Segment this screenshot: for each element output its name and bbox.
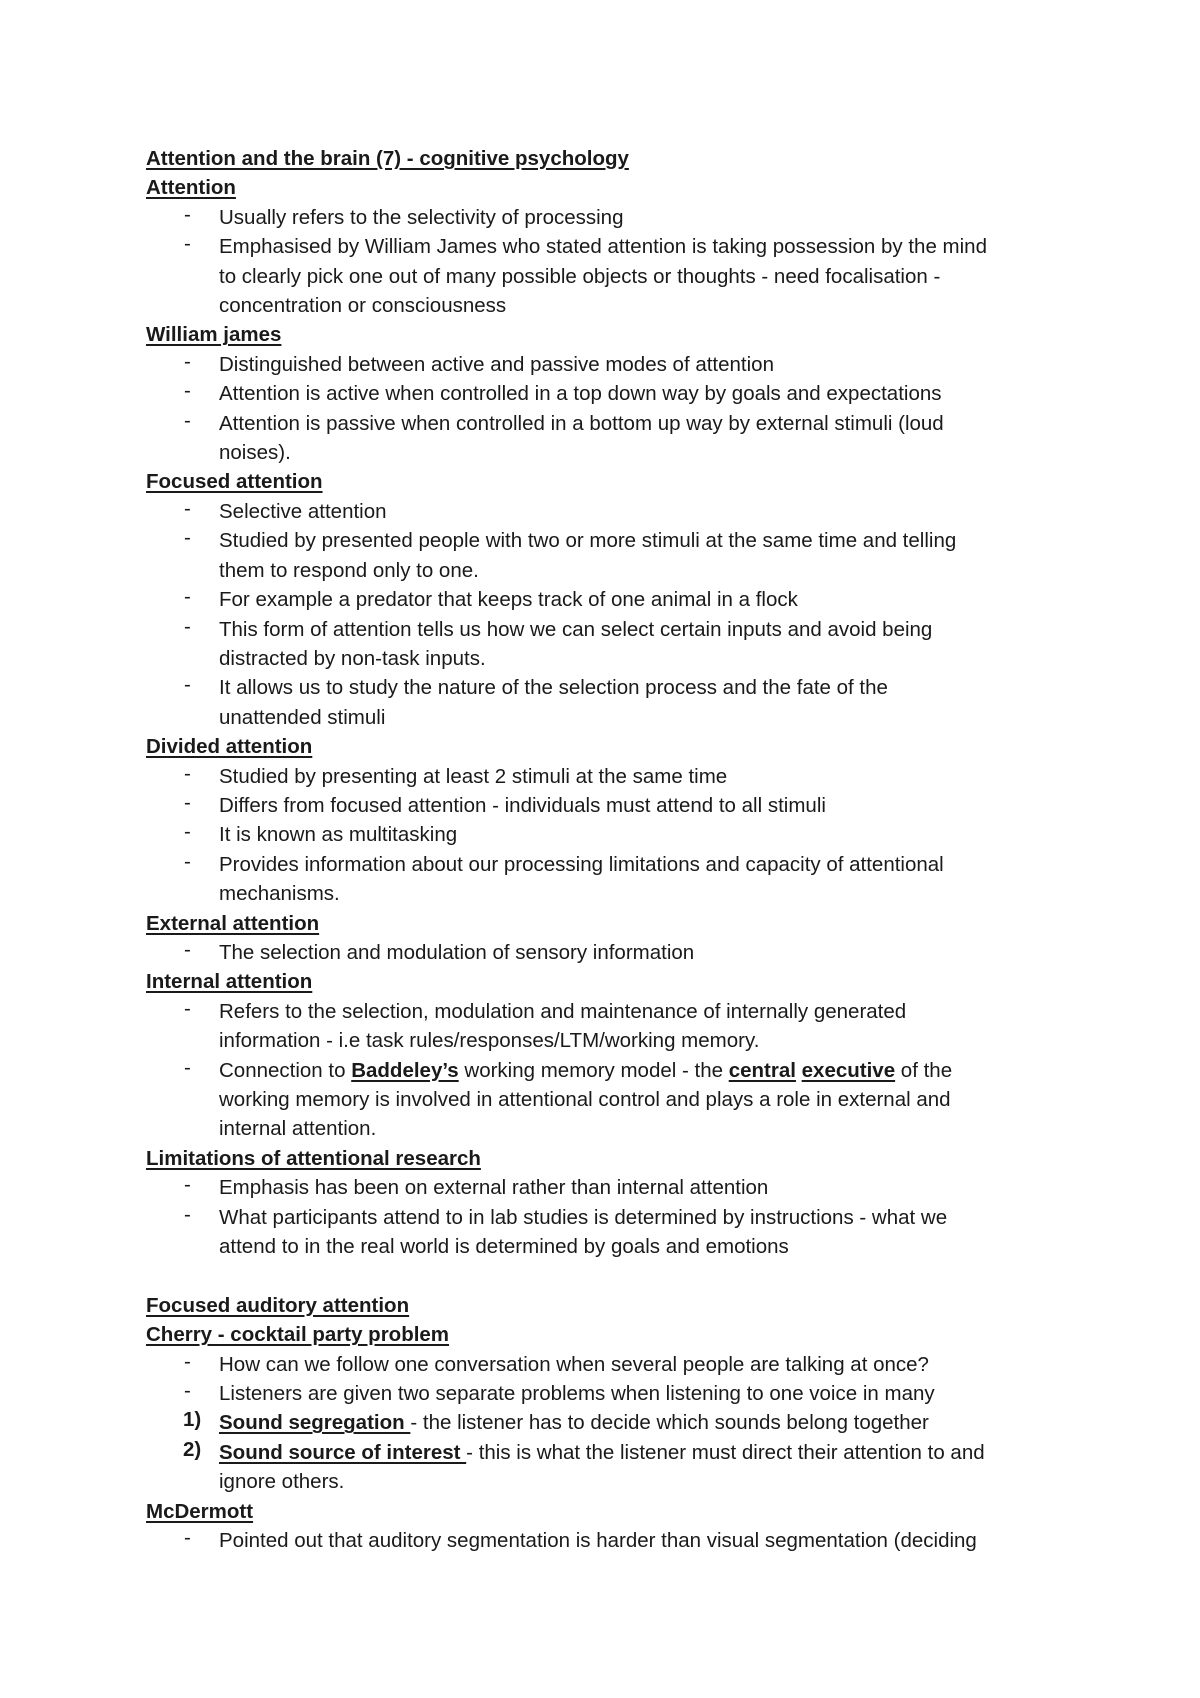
emphasis-term: Baddeley’s: [351, 1058, 459, 1082]
bullet-item: [146, 997, 1086, 1056]
bullet-marker: -: [184, 349, 191, 373]
heading-text: External attention: [146, 911, 320, 935]
bullet-item: [146, 820, 1086, 849]
item-number: 1): [183, 1408, 202, 1432]
bullet-marker: -: [184, 761, 191, 785]
heading-text: Focused attention: [146, 470, 323, 494]
bullet-marker: -: [184, 496, 191, 520]
item-line: Selective attention: [219, 499, 387, 523]
emphasis-term: central: [728, 1058, 796, 1082]
text-run: Connection to: [219, 1058, 352, 1082]
bullet-marker: -: [184, 1202, 191, 1226]
emphasis-term: executive: [801, 1058, 896, 1082]
bullet-item: [146, 409, 1086, 468]
item-line: Emphasised by William James who stated attention is taking possession by the mind: [219, 235, 987, 259]
numbered-item: [146, 1438, 1086, 1497]
section-heading: [146, 909, 1086, 938]
bullet-marker: -: [184, 614, 191, 638]
bullet-marker: -: [184, 408, 191, 432]
bullet-item: [146, 1173, 1086, 1202]
bullet-item: [146, 1203, 1086, 1262]
item-line: Pointed out that auditory segmentation is harder than visual segmentation (deciding: [219, 1529, 977, 1553]
heading-text: Attention: [146, 176, 236, 200]
item-line: concentration or consciousness: [219, 294, 507, 318]
bullet-item: [146, 1350, 1086, 1379]
bullet-item: [146, 203, 1086, 232]
blank-line: [146, 1261, 1086, 1290]
item-line: Emphasis has been on external rather than internal attention: [219, 1176, 769, 1200]
item-line: [219, 1438, 1086, 1467]
bullet-item: [146, 350, 1086, 379]
item-line: Provides information about our processing limitations and capacity of attentional: [219, 852, 944, 876]
bullet-marker: -: [184, 996, 191, 1020]
item-line: Distinguished between active and passive modes of attention: [219, 352, 774, 376]
section-heading: [146, 732, 1086, 761]
item-line: [219, 1467, 1086, 1496]
bullet-marker: -: [184, 202, 191, 226]
section-heading: [146, 173, 1086, 202]
bullet-marker: -: [184, 937, 191, 961]
bullet-item: [146, 762, 1086, 791]
bullet-marker: -: [184, 232, 191, 256]
bullet-item: [146, 1526, 1086, 1555]
item-line: How can we follow one conversation when several people are talking at once?: [219, 1352, 929, 1376]
item-line: Refers to the selection, modulation and maintenance of internally generated: [219, 999, 907, 1023]
section-heading: [146, 1291, 1086, 1320]
item-line: Usually refers to the selectivity of processing: [219, 205, 624, 229]
bullet-marker: -: [184, 1379, 191, 1403]
bullet-item: [146, 1379, 1086, 1408]
item-line: The selection and modulation of sensory information: [219, 940, 695, 964]
bullet-item: [146, 379, 1086, 408]
numbered-item: [146, 1408, 1086, 1437]
item-line: Listeners are given two separate problems when listening to one voice in many: [219, 1382, 935, 1406]
item-line: Differs from focused attention - individuals must attend to all stimuli: [219, 793, 826, 817]
item-number: 2): [183, 1437, 202, 1461]
item-line: [219, 1114, 1086, 1143]
item-line: [219, 1408, 1086, 1437]
bullet-item: [146, 585, 1086, 614]
section-heading: [146, 144, 1086, 173]
item-line: noises).: [219, 441, 291, 465]
text-run: internal attention.: [219, 1117, 377, 1141]
heading-text: Divided attention: [146, 735, 313, 759]
heading-text: Internal attention: [146, 970, 313, 994]
item-line: It allows us to study the nature of the selection process and the fate of the: [219, 676, 888, 700]
text-run: working memory is involved in attentional control and plays a role in external and: [219, 1088, 951, 1111]
bullet-marker: -: [184, 1349, 191, 1373]
section-heading: [146, 1144, 1086, 1173]
item-line: [219, 1085, 1086, 1114]
bullet-marker: -: [184, 379, 191, 403]
heading-text: Cherry - cocktail party problem: [146, 1323, 450, 1347]
item-line: What participants attend to in lab studies is determined by instructions - what we: [219, 1205, 948, 1229]
bullet-item: [146, 791, 1086, 820]
emphasis-term: Sound segregation: [219, 1411, 411, 1435]
bullet-marker: -: [184, 526, 191, 550]
section-heading: [146, 467, 1086, 496]
item-line: Studied by presenting at least 2 stimuli at the same time: [219, 764, 728, 788]
heading-text: Attention and the brain (7) - cognitive psychology: [146, 147, 629, 170]
bullet-marker: -: [184, 585, 191, 609]
bullet-item: [146, 615, 1086, 674]
bullet-marker: -: [184, 849, 191, 873]
bullet-item: [146, 673, 1086, 732]
section-heading: [146, 967, 1086, 996]
item-line: information - i.e task rules/responses/LTM/working memory.: [219, 1029, 760, 1053]
item-line: For example a predator that keeps track of one animal in a flock: [219, 588, 798, 612]
text-run: - this is what the listener must direct their attention to and: [466, 1440, 985, 1464]
heading-text: Focused auditory attention: [146, 1293, 410, 1317]
bullet-item: [146, 497, 1086, 526]
item-line: distracted by non-task inputs.: [219, 646, 486, 670]
heading-text: William james: [146, 323, 282, 347]
item-line: This form of attention tells us how we can select certain inputs and avoid being: [219, 617, 933, 641]
bullet-marker: -: [184, 820, 191, 844]
section-heading: [146, 1497, 1086, 1526]
heading-text: Limitations of attentional research: [146, 1146, 481, 1170]
bullet-item: [146, 938, 1086, 967]
text-run: ignore others.: [219, 1470, 345, 1494]
text-run: working memory model - the: [458, 1058, 729, 1082]
item-line: them to respond only to one.: [219, 558, 479, 582]
item-line: It is known as multitasking: [219, 823, 458, 847]
item-line: unattended stimuli: [219, 705, 386, 729]
text-run: of the: [895, 1058, 953, 1082]
section-heading: [146, 320, 1086, 349]
bullet-marker: -: [184, 1055, 191, 1079]
bullet-marker: -: [184, 790, 191, 814]
bullet-item: [146, 526, 1086, 585]
document-body: [146, 144, 1086, 1555]
item-line: to clearly pick one out of many possible objects or thoughts - need focalisation -: [219, 264, 941, 288]
emphasis-term: Sound source of interest: [219, 1440, 467, 1464]
bullet-marker: -: [184, 1526, 191, 1550]
item-line: Attention is active when controlled in a top down way by goals and expectations: [219, 382, 942, 406]
section-heading: [146, 1320, 1086, 1349]
heading-text: McDermott: [146, 1499, 254, 1523]
item-line: Studied by presented people with two or more stimuli at the same time and telling: [219, 529, 957, 553]
bullet-marker: -: [184, 673, 191, 697]
item-line: [219, 1056, 1086, 1085]
bullet-item: [146, 232, 1086, 320]
bullet-item: [146, 1056, 1086, 1144]
item-line: mechanisms.: [219, 882, 340, 906]
item-line: Attention is passive when controlled in a bottom up way by external stimuli (loud: [219, 411, 944, 435]
bullet-marker: -: [184, 1173, 191, 1197]
bullet-item: [146, 850, 1086, 909]
text-run: - the listener has to decide which sounds belong together: [410, 1411, 929, 1435]
item-line: attend to in the real world is determined by goals and emotions: [219, 1235, 789, 1259]
